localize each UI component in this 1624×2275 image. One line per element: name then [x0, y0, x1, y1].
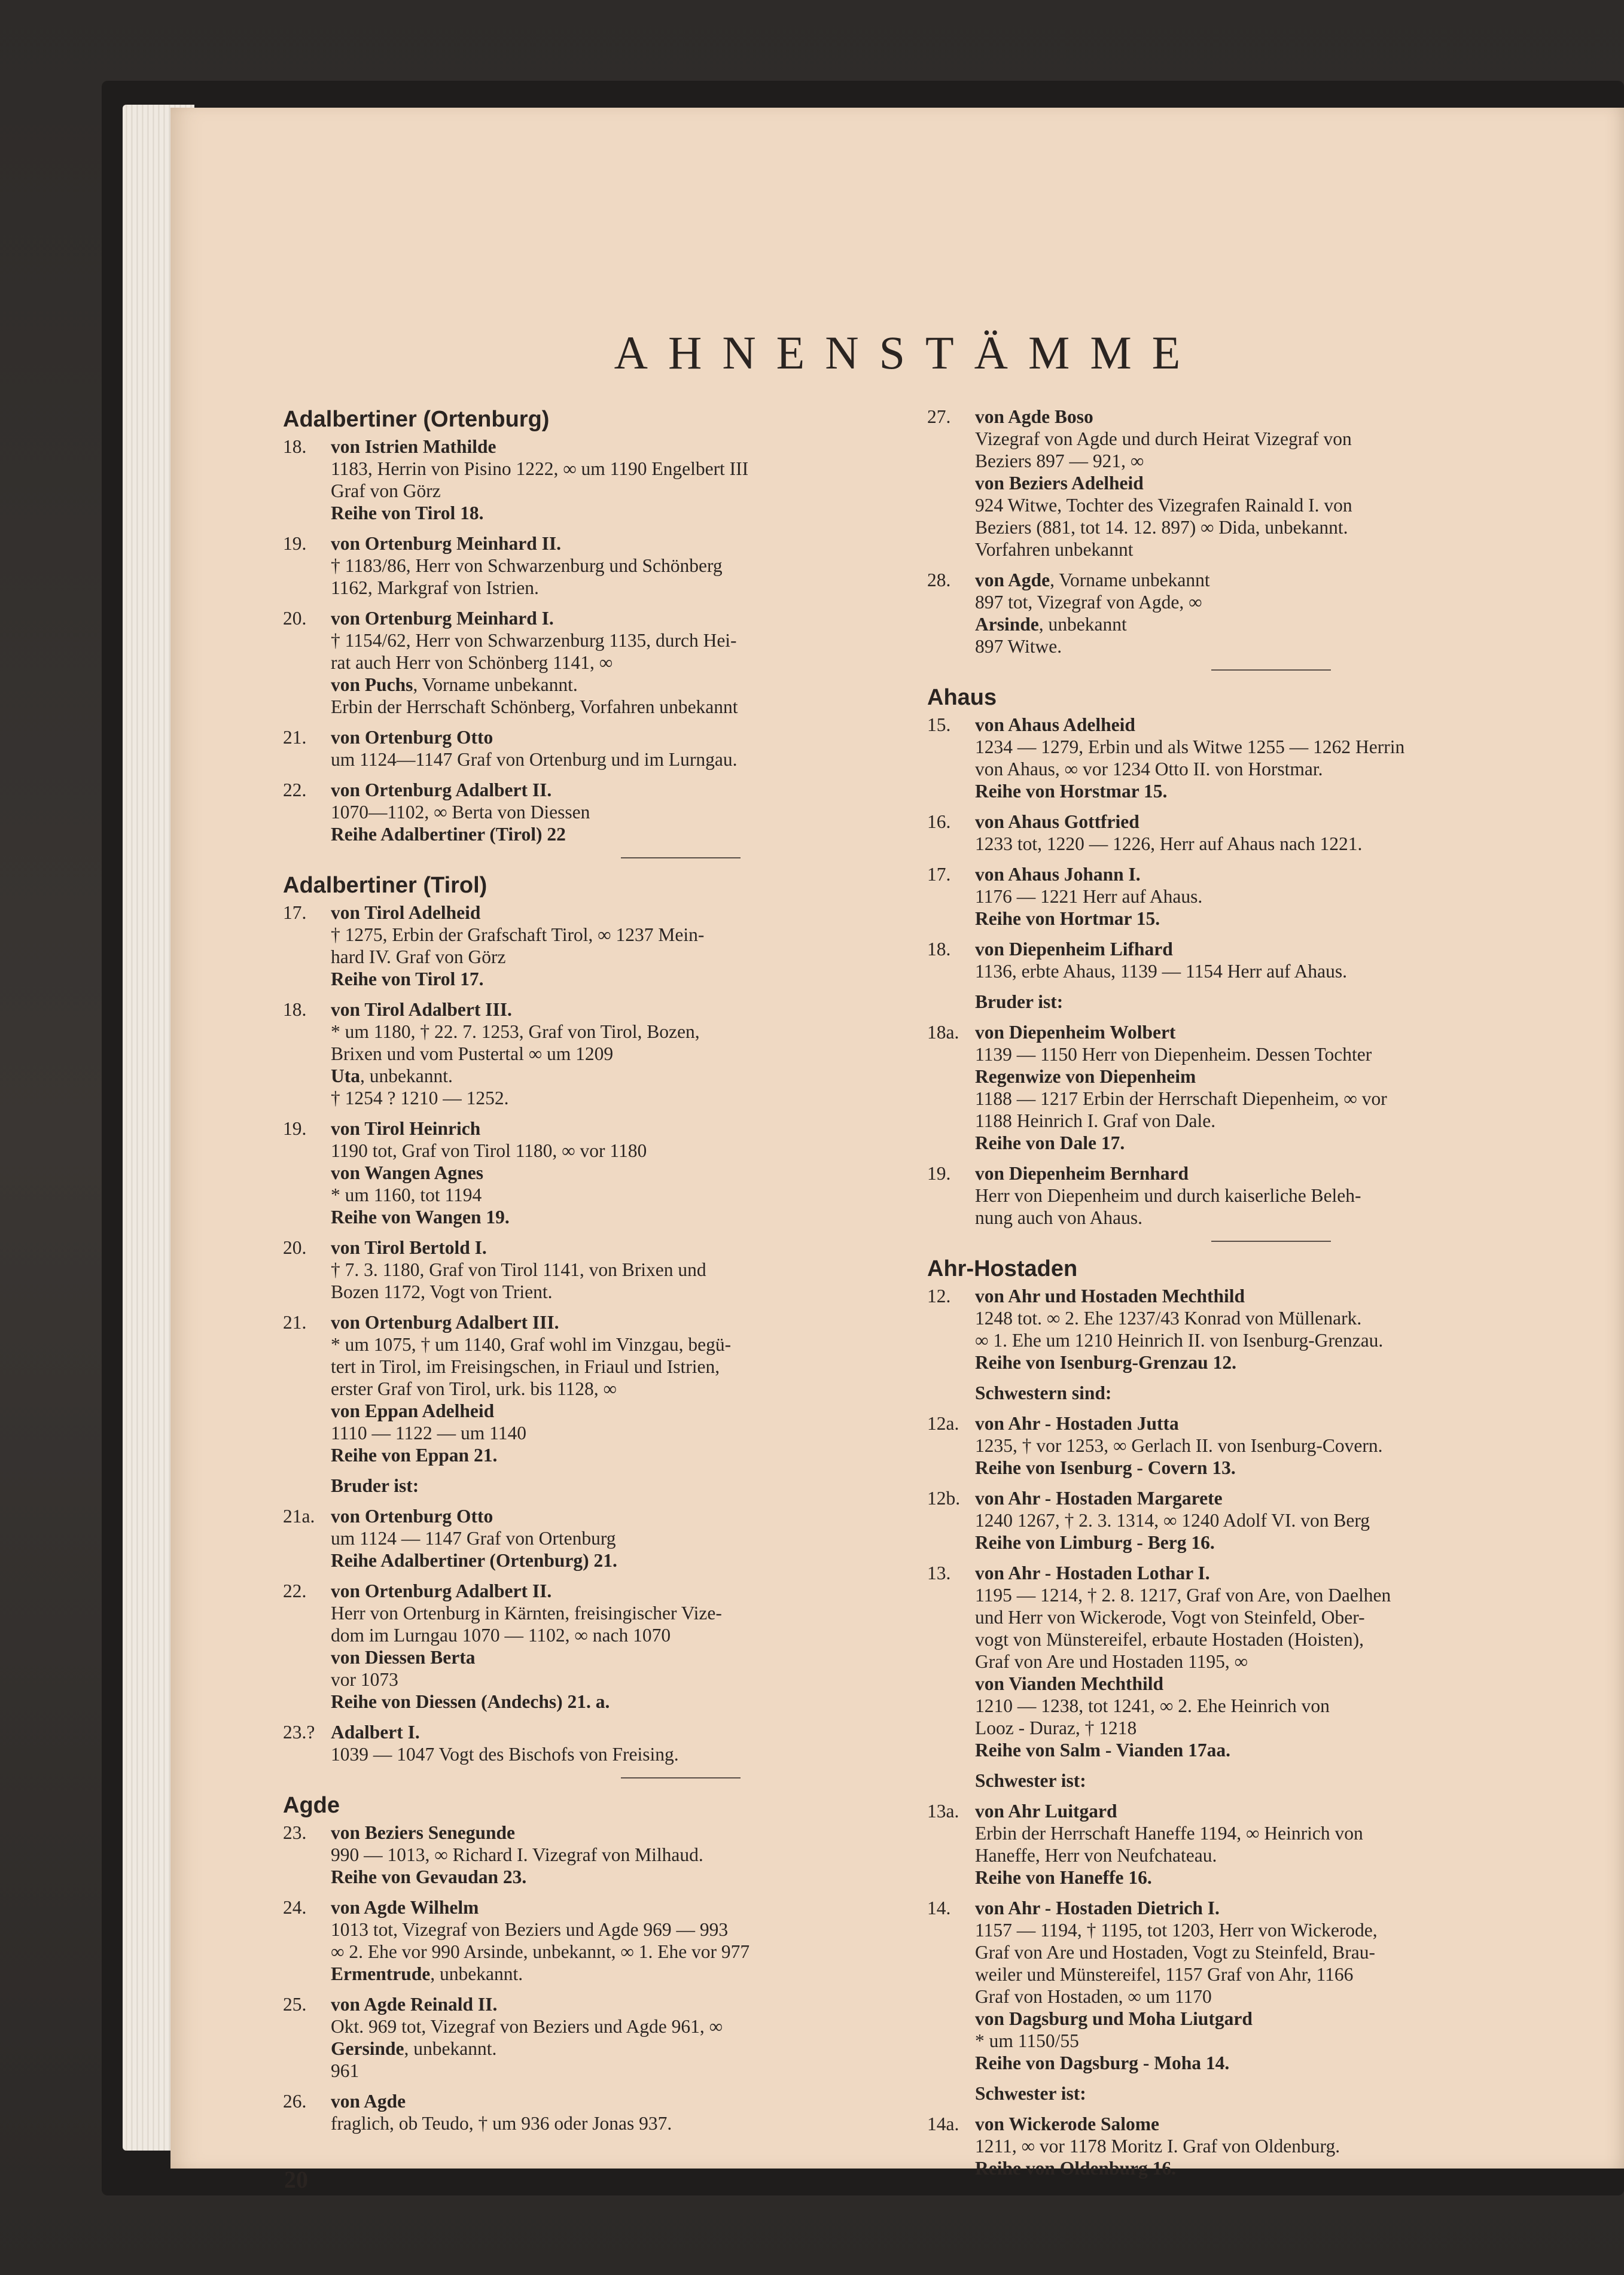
entry-number: 12.	[927, 1286, 951, 1306]
entry-text-line: dom im Lurngau 1070 — 1102, ∞ nach 1070	[331, 1625, 671, 1646]
entry-name: von Agde Reinald II.	[331, 1994, 498, 2015]
section-divider	[621, 857, 741, 858]
entry-body	[975, 938, 1624, 982]
entry-number: 23.?	[283, 1722, 315, 1743]
ancestor-entry	[927, 863, 1624, 930]
entry-name: von Ortenburg Adalbert III.	[331, 1312, 559, 1333]
entry-text-line: hard IV. Graf von Görz	[331, 946, 506, 967]
entry-name: von Tirol Adalbert III.	[331, 999, 512, 1020]
entry-number: 19.	[927, 1163, 951, 1184]
entry-text-line: 990 — 1013, ∞ Richard I. Vizegraf von Milhaud.	[331, 1844, 703, 1865]
entry-name: von Ahr - Hostaden Dietrich I.	[975, 1898, 1220, 1918]
entry-number: 17.	[927, 864, 951, 885]
entry-text-line: 1234 — 1279, Erbin und als Witwe 1255 — 1262 Herrin	[975, 736, 1405, 757]
entry-name: von Ortenburg Otto	[331, 1506, 493, 1527]
entry-name: von Ortenburg Adalbert II.	[331, 1580, 552, 1601]
entry-text-line: 1248 tot. ∞ 2. Ehe 1237/43 Konrad von Müllenark.	[975, 1308, 1362, 1329]
entry-text-line: ∞ 2. Ehe vor 990 Arsinde, unbekannt, ∞ 1. Ehe vor 977	[331, 1941, 750, 1962]
entry-name: von Tirol Heinrich	[331, 1118, 481, 1139]
entry-body	[975, 1285, 1624, 1373]
entry-text-line: und Herr von Wickerode, Vogt von Steinfeld, Ober-	[975, 1607, 1365, 1628]
entry-number: 22.	[283, 779, 307, 800]
ancestor-entry	[927, 1487, 1624, 1554]
entry-text-line: vogt von Münstereifel, erbaute Hostaden (Hoisten),	[975, 1629, 1364, 1650]
spouse-name: von Eppan Adelheid	[331, 1400, 495, 1421]
entry-text-line: 1211, ∞ vor 1178 Moritz I. Graf von Oldenburg.	[975, 2136, 1340, 2157]
lineage-reference: Reihe von Oldenburg 16.	[975, 2158, 1177, 2179]
right-column	[927, 406, 1624, 2188]
entry-body	[975, 1487, 1624, 1554]
spouse-line	[975, 1673, 1624, 1695]
entry-number: 17.	[283, 902, 307, 923]
book-page	[170, 108, 1624, 2193]
lineage-reference: Reihe von Salm - Vianden 17aa.	[975, 1740, 1231, 1761]
entry-text-line: 1139 — 1150 Herr von Diepenheim. Dessen Tochter	[975, 1044, 1372, 1065]
spouse-line	[975, 1065, 1624, 1088]
ancestor-entry	[927, 811, 1624, 855]
entry-text-line: Brixen und vom Pustertal ∞ um 1209	[331, 1043, 614, 1064]
ancestor-entry	[927, 569, 1624, 657]
entry-number: 21a.	[283, 1506, 315, 1527]
entry-name-line	[975, 569, 1624, 591]
entry-body	[975, 1800, 1624, 1889]
entry-name-line	[975, 1412, 1624, 1435]
entry-text-line: * um 1150/55	[975, 2030, 1079, 2051]
lineage-reference: Reihe von Eppan 21.	[331, 1445, 498, 1466]
entry-name: von Diepenheim Wolbert	[975, 1022, 1176, 1043]
lineage-reference: Reihe von Dale 17.	[975, 1132, 1125, 1153]
sibling-note: Schwester ist:	[975, 1770, 1086, 1791]
ancestor-entry	[927, 1800, 1624, 1889]
entry-name-line	[975, 1562, 1624, 1584]
entry-text-line: † 1254 ? 1210 — 1252.	[331, 1088, 509, 1108]
entry-name: von Ahr - Hostaden Margarete	[975, 1488, 1223, 1509]
entry-body	[975, 1162, 1624, 1229]
entry-number: 19.	[283, 1118, 307, 1139]
entry-body	[975, 714, 1624, 802]
entry-number: 20.	[283, 608, 307, 629]
entry-text-line: 961	[331, 2060, 359, 2081]
entry-text-line: 1233 tot, 1220 — 1226, Herr auf Ahaus nach 1221.	[975, 833, 1363, 854]
lineage-reference: Reihe von Dagsburg - Moha 14.	[975, 2052, 1230, 2073]
spouse-name: Regenwize von Diepenheim	[975, 1066, 1196, 1087]
entry-text-line: Bozen 1172, Vogt von Trient.	[331, 1281, 553, 1302]
entry-name: von Ahr und Hostaden Mechthild	[975, 1286, 1245, 1306]
entry-text-line: Beziers 897 — 921, ∞	[975, 450, 1144, 471]
entry-text-line: 897 Witwe.	[975, 636, 1062, 657]
entry-text-line: 1013 tot, Vizegraf von Beziers und Agde 969 — 993	[331, 1919, 729, 1940]
entry-text-line: 1162, Markgraf von Istrien.	[331, 577, 539, 598]
sibling-note: Schwestern sind:	[975, 1382, 1112, 1403]
ancestor-entry	[927, 1412, 1624, 1479]
entry-name-line	[975, 1487, 1624, 1509]
entry-text-line: Graf von Are und Hostaden, Vogt zu Steinfeld, Brau-	[975, 1942, 1375, 1963]
entry-name-line	[975, 938, 1624, 960]
entry-name: von Ahaus Gottfried	[975, 811, 1139, 832]
entry-text-line: Vizegraf von Agde und durch Heirat Vizegraf von	[975, 428, 1352, 449]
section-heading: Adalbertiner (Ortenburg)	[283, 407, 550, 432]
entry-name-line	[975, 1897, 1624, 1919]
entry-text-line: † 1154/62, Herr von Schwarzenburg 1135, durch Hei-	[331, 630, 737, 651]
spouse-rest: , unbekannt	[1038, 614, 1127, 635]
page-number: 20	[284, 2166, 308, 2193]
sibling-note: Bruder ist:	[331, 1475, 419, 1496]
section-divider	[1211, 1241, 1331, 1242]
entry-name-line	[975, 2113, 1624, 2135]
lineage-reference: Reihe von Tirol 17.	[331, 969, 484, 989]
spouse-name: Ermentrude	[331, 1963, 431, 1984]
spouse-line	[975, 613, 1624, 635]
entry-text-line: vor 1073	[331, 1669, 398, 1690]
entry-body	[975, 863, 1624, 930]
entry-number: 22.	[283, 1580, 307, 1601]
entry-text-line: 1070—1102, ∞ Berta von Diessen	[331, 802, 590, 823]
entry-text-line: 897 tot, Vizegraf von Agde, ∞	[975, 592, 1202, 613]
entry-body	[975, 1897, 1624, 2074]
entry-number: 15.	[927, 714, 951, 735]
entry-text-line: Okt. 969 tot, Vizegraf von Beziers und Agde 961, ∞	[331, 2016, 723, 2037]
entry-text-line: Graf von Görz	[331, 480, 441, 501]
entry-text-line: 1195 — 1214, † 2. 8. 1217, Graf von Are, von Daelhen	[975, 1585, 1391, 1606]
entry-name: von Diepenheim Lifhard	[975, 939, 1173, 960]
entry-name: von Ortenburg Meinhard II.	[331, 533, 562, 554]
lineage-reference: Reihe von Gevaudan 23.	[331, 1866, 527, 1887]
entry-name: von Ahr Luitgard	[975, 1801, 1117, 1822]
entry-text-line: nung auch von Ahaus.	[975, 1207, 1142, 1228]
lineage-reference: Reihe Adalbertiner (Ortenburg) 21.	[331, 1550, 617, 1571]
entry-text-line: ∞ 1. Ehe um 1210 Heinrich II. von Isenburg-Grenzau.	[975, 1330, 1384, 1351]
entry-text-line: fraglich, ob Teudo, † um 936 oder Jonas 937.	[331, 2113, 672, 2134]
entry-number: 14.	[927, 1898, 951, 1918]
ancestor-entry	[927, 1021, 1624, 1154]
entry-text-line: * um 1075, † um 1140, Graf wohl im Vinzgau, begü-	[331, 1334, 732, 1355]
entry-name: von Wickerode Salome	[975, 2113, 1160, 2134]
spouse-name: von Vianden Mechthild	[975, 1673, 1164, 1694]
entry-text-line: Erbin der Herrschaft Schönberg, Vorfahren unbekannt	[331, 696, 738, 717]
section-divider	[1211, 669, 1331, 671]
entry-text-line: † 1183/86, Herr von Schwarzenburg und Schönberg	[331, 555, 723, 576]
spouse-line	[975, 2008, 1624, 2030]
entry-text-line: 1188 — 1217 Erbin der Herrschaft Diepenheim, ∞ vor	[975, 1088, 1387, 1109]
entry-text-line: † 7. 3. 1180, Graf von Tirol 1141, von Brixen und	[331, 1259, 706, 1280]
lineage-reference: Reihe von Isenburg - Covern 13.	[975, 1457, 1236, 1478]
entry-number: 25.	[283, 1994, 307, 2015]
spouse-rest: , unbekannt.	[404, 2038, 497, 2059]
ancestor-entry	[927, 938, 1624, 982]
page-title: AHNENSTÄMME	[614, 327, 1201, 379]
entry-name-rest: , Vorname unbekannt	[1050, 569, 1210, 590]
spouse-rest: , unbekannt.	[430, 1963, 523, 1984]
entry-number: 27.	[927, 406, 951, 427]
entry-name: von Istrien Mathilde	[331, 436, 496, 457]
ancestor-entry	[927, 1562, 1624, 1761]
spouse-name: Gersinde	[331, 2038, 404, 2059]
spouse-name: von Beziers Adelheid	[975, 473, 1144, 494]
entry-number: 21.	[283, 727, 307, 748]
entry-text-line: * um 1160, tot 1194	[331, 1184, 482, 1205]
spouse-name: von Puchs	[331, 674, 413, 695]
lineage-reference: Reihe von Limburg - Berg 16.	[975, 1532, 1215, 1553]
entry-name: von Tirol Bertold I.	[331, 1237, 487, 1258]
entry-name-line	[975, 1800, 1624, 1822]
entry-name: von Ahr - Hostaden Lothar I.	[975, 1563, 1210, 1583]
section-divider	[621, 1777, 741, 1778]
entry-number: 18.	[283, 436, 307, 457]
entry-name: von Ahaus Adelheid	[975, 714, 1135, 735]
spouse-name: Uta	[331, 1065, 360, 1086]
entry-name: von Agde Wilhelm	[331, 1897, 479, 1918]
entry-number: 19.	[283, 533, 307, 554]
entry-text-line: * um 1180, † 22. 7. 1253, Graf von Tirol, Bozen,	[331, 1021, 700, 1042]
ancestor-entry	[927, 2113, 1624, 2179]
entry-number: 12a.	[927, 1413, 959, 1434]
entry-text-line: 1176 — 1221 Herr auf Ahaus.	[975, 886, 1203, 907]
entry-name: von Agde	[975, 569, 1050, 590]
entry-name: von Ortenburg Adalbert II.	[331, 779, 552, 800]
entry-text-line: 1157 — 1194, † 1195, tot 1203, Herr von Wickerode,	[975, 1920, 1378, 1941]
entry-text-line: Graf von Hostaden, ∞ um 1170	[975, 1986, 1212, 2007]
lineage-reference: Reihe von Isenburg-Grenzau 12.	[975, 1352, 1236, 1373]
ancestor-entry	[927, 1897, 1624, 2074]
entry-text-line: Looz - Duraz, † 1218	[975, 1717, 1137, 1738]
entry-text-line: 1190 tot, Graf von Tirol 1180, ∞ vor 1180	[331, 1140, 647, 1161]
entry-name: von Agde Boso	[975, 406, 1093, 427]
entry-name-line	[975, 811, 1624, 833]
entry-name-line	[975, 406, 1624, 428]
lineage-reference: Reihe von Hortmar 15.	[975, 908, 1160, 929]
spouse-name: von Diessen Berta	[331, 1647, 476, 1668]
spouse-rest: , unbekannt.	[360, 1065, 453, 1086]
entry-number: 26.	[283, 2091, 307, 2112]
entry-text-line: Graf von Are und Hostaden 1195, ∞	[975, 1651, 1248, 1672]
entry-text-line: Herr von Diepenheim und durch kaiserliche Beleh-	[975, 1185, 1361, 1206]
entry-number: 20.	[283, 1237, 307, 1258]
entry-text-line: erster Graf von Tirol, urk. bis 1128, ∞	[331, 1378, 617, 1399]
entry-number: 13.	[927, 1563, 951, 1583]
entry-name: von Ahaus Johann I.	[975, 864, 1141, 885]
entry-number: 12b.	[927, 1488, 961, 1509]
section-heading: Adalbertiner (Tirol)	[283, 873, 487, 898]
entry-text-line: 924 Witwe, Tochter des Vizegrafen Rainald I. von	[975, 495, 1352, 516]
spouse-line	[975, 472, 1624, 494]
lineage-reference: Reihe von Haneffe 16.	[975, 1867, 1152, 1888]
entry-text-line: um 1124—1147 Graf von Ortenburg und im Lurngau.	[331, 749, 738, 770]
entry-text-line: Beziers (881, tot 14. 12. 897) ∞ Dida, unbekannt.	[975, 517, 1348, 538]
entry-text-line: Erbin der Herrschaft Haneffe 1194, ∞ Heinrich von	[975, 1823, 1363, 1844]
section-heading: Ahr-Hostaden	[927, 1256, 1078, 1281]
ancestor-entry	[927, 406, 1624, 561]
entry-text-line: 1210 — 1238, tot 1241, ∞ 2. Ehe Heinrich von	[975, 1695, 1330, 1716]
lineage-reference: Reihe von Horstmar 15.	[975, 781, 1168, 802]
ancestor-entry	[927, 1162, 1624, 1229]
entry-body	[975, 811, 1624, 855]
entry-text-line: 1235, † vor 1253, ∞ Gerlach II. von Isenburg-Covern.	[975, 1435, 1383, 1456]
entry-text-line: 1039 — 1047 Vogt des Bischofs von Freising.	[331, 1744, 679, 1765]
entry-name: von Ahr - Hostaden Jutta	[975, 1413, 1179, 1434]
spouse-rest: , Vorname unbekannt.	[413, 674, 578, 695]
entry-body	[975, 1412, 1624, 1479]
entry-name-line	[975, 1021, 1624, 1043]
spouse-name: Arsinde	[975, 614, 1039, 635]
entry-number: 16.	[927, 811, 951, 832]
entry-name: von Ortenburg Meinhard I.	[331, 608, 554, 629]
entry-text-line: Vorfahren unbekannt	[975, 539, 1134, 560]
entry-text-line: 1183, Herrin von Pisino 1222, ∞ um 1190 Engelbert III	[331, 458, 749, 479]
entry-text-line: † 1275, Erbin der Grafschaft Tirol, ∞ 1237 Mein-	[331, 924, 705, 945]
entry-text-line: rat auch Herr von Schönberg 1141, ∞	[331, 652, 613, 673]
entry-text-line: 1110 — 1122 — um 1140	[331, 1423, 526, 1443]
lineage-reference: Reihe von Diessen (Andechs) 21. a.	[331, 1691, 610, 1712]
entry-number: 21.	[283, 1312, 307, 1333]
sibling-note: Bruder ist:	[975, 991, 1064, 1012]
entry-text-line: Haneffe, Herr von Neufchateau.	[975, 1845, 1217, 1866]
section-heading: Agde	[283, 1793, 340, 1818]
ancestor-entry	[927, 1285, 1624, 1373]
entry-body	[975, 2113, 1624, 2179]
entry-name: von Beziers Senegunde	[331, 1822, 516, 1843]
entry-body	[975, 1562, 1624, 1761]
sibling-note: Schwester ist:	[975, 2083, 1086, 2104]
entry-name-line	[975, 1285, 1624, 1307]
entry-text-line: weiler und Münstereifel, 1157 Graf von Ahr, 1166	[975, 1964, 1354, 1985]
entry-body	[975, 569, 1624, 657]
entry-number: 13a.	[927, 1801, 959, 1822]
entry-number: 24.	[283, 1897, 307, 1918]
entry-body	[975, 1021, 1624, 1154]
entry-name-line	[975, 863, 1624, 885]
entry-text-line: 1188 Heinrich I. Graf von Dale.	[975, 1110, 1216, 1131]
spouse-name: von Dagsburg und Moha Liutgard	[975, 2008, 1253, 2029]
entry-number: 18a.	[927, 1022, 959, 1043]
entry-name-line	[975, 714, 1624, 736]
entry-name: von Tirol Adelheid	[331, 902, 481, 923]
entry-number: 18.	[927, 939, 951, 960]
entry-text-line: von Ahaus, ∞ vor 1234 Otto II. von Horstmar.	[975, 759, 1323, 779]
entry-number: 23.	[283, 1822, 307, 1843]
entry-name: Adalbert I.	[331, 1722, 420, 1743]
entry-text-line: 1240 1267, † 2. 3. 1314, ∞ 1240 Adolf VI. von Berg	[975, 1510, 1370, 1531]
lineage-reference: Reihe Adalbertiner (Tirol) 22	[331, 824, 566, 845]
entry-number: 28.	[927, 569, 951, 590]
entry-name-line	[975, 1162, 1624, 1184]
section-heading: Ahaus	[927, 685, 997, 710]
entry-name: von Agde	[331, 2091, 406, 2112]
lineage-reference: Reihe von Tirol 18.	[331, 502, 484, 523]
entry-number: 14a.	[927, 2113, 959, 2134]
ancestor-entry	[927, 714, 1624, 802]
lineage-reference: Reihe von Wangen 19.	[331, 1207, 510, 1228]
entry-text-line: um 1124 — 1147 Graf von Ortenburg	[331, 1528, 616, 1549]
spouse-name: von Wangen Agnes	[331, 1162, 483, 1183]
entry-number: 18.	[283, 999, 307, 1020]
entry-text-line: tert in Tirol, im Freisingschen, in Friaul und Istrien,	[331, 1356, 720, 1377]
entry-text-line: 1136, erbte Ahaus, 1139 — 1154 Herr auf Ahaus.	[975, 961, 1348, 982]
entry-text-line: Herr von Ortenburg in Kärnten, freisingischer Vize-	[331, 1603, 722, 1624]
entry-body	[975, 406, 1624, 561]
entry-name: von Diepenheim Bernhard	[975, 1163, 1189, 1184]
entry-name: von Ortenburg Otto	[331, 727, 493, 748]
